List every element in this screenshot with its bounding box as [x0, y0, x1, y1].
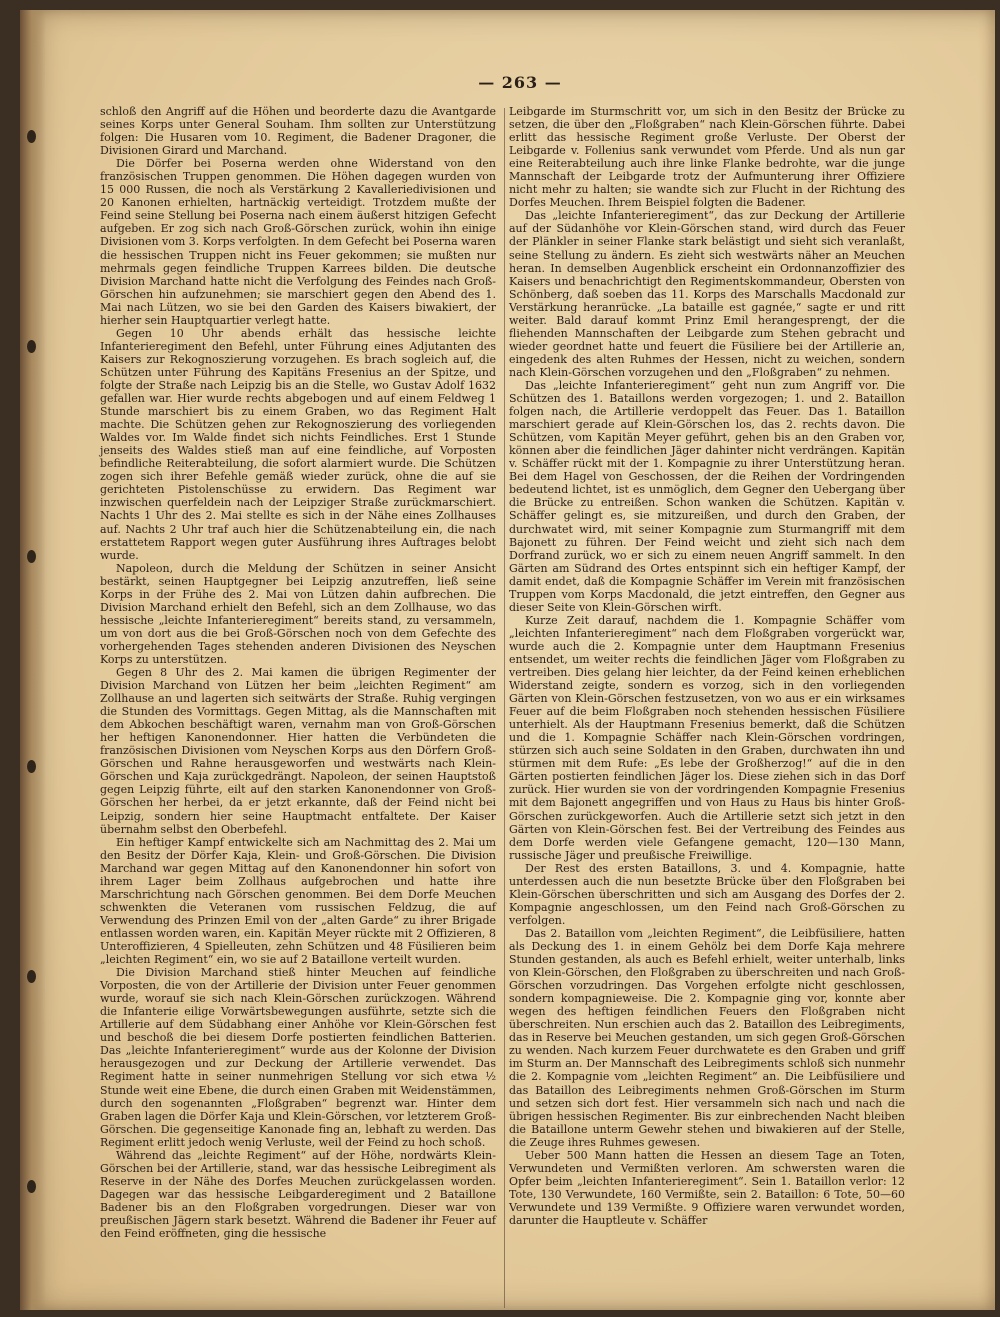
- paragraph: Das 2. Bataillon vom „leichten Regiment“, die Leibfüsiliere, hatten als Deckung des 1. in einem Gehölz bei dem Dorfe Kaja mehrere Stunden gestanden, als auch es Befehl erhielt, weiter unterhalb, links von Klein-Görschen, den Floßgraben zu überschreiten und nach Groß-Görschen vorzudringen. Das Vorgehen erfolgte nicht geschlossen, sondern kompagnieweise. Die 2. Kompagnie ging vor, konnte aber wegen des heftigen feindlichen Feuers den Floßgraben nicht überschreiten. Nun erschien auch das 2. Bataillon des Leibregiments, das in Reserve bei Meuchen gestanden, um sich gegen Groß-Görschen zu wenden. Nach kurzem Feuer durchwatete es den Graben und griff im Sturm an. Der Mannschaft des Leibregiments schloß sich nunmehr die 2. Kompagnie vom „leichten Regiment“ an. Die Leibfüsiliere und das Bataillon des Leibregiments nehmen Groß-Görschen im Sturm und setzen sich dort fest. Hier versammeln sich nach und nach die übrigen hessischen Regimenter. Bis zur einbrechenden Nacht bleiben die Bataillone unterm Gewehr stehen und biwakieren auf der Stelle, die Zeuge ihres Ruhmes gewesen.: [509, 926, 905, 1149]
- paragraph: Gegen 10 Uhr abends erhält das hessische leichte Infanterieregiment den Befehl, unter Führung eines Adjutanten des Kaisers zur Rekognoszierung vorzugehen. Es brach sogleich auf, die Schützen unter Führung des Kapitäns Fresenius an der Spitze, und folgte der Straße nach Leipzig bis an die Stelle, wo Gustav Adolf 1632 gefallen war. Hier wurde rechts abgebogen und auf einem Feldweg 1 Stunde marschiert bis zu einem Graben, wo das Regiment Halt machte. Die Schützen gehen zur Rekognoszierung des vorliegenden Waldes vor. Im Walde findet sich nichts Feindliches. Erst 1 Stunde jenseits des Waldes stieß man auf eine feindliche, auf Vorposten befindliche Reiterabteilung, die sofort alarmiert wurde. Die Schützen zogen sich ihrer Befehle gemäß wieder zurück, ohne die auf sie gerichteten Pistolenschüsse zu erwidern. Das Regiment war inzwischen querfeldein nach der Leipziger Straße zurückmarschiert. Nachts 1 Uhr des 2. Mai stellte es sich in der Nähe eines Zollhauses auf. Nachts 2 Uhr traf auch hier die Schützenabteilung ein, die nach erstattetem Rapport wegen guter Ausführung ihres Auftrages belobt wurde.: [100, 326, 496, 562]
- paragraph: Der Rest des ersten Bataillons, 3. und 4. Kompagnie, hatte unterdessen auch die nun besetzte Brücke über den Floßgraben bei Klein-Görschen überschritten und sich am Ausgang des Dorfes der 2. Kompagnie angeschlossen, um den Feind nach Groß-Görschen zu verfolgen.: [509, 861, 905, 927]
- paragraph: Das „leichte Infanterieregiment“ geht nun zum Angriff vor. Die Schützen des 1. Bataillons werden vorgezogen; 1. und 2. Bataillon folgen nach, die Artillerie verdoppelt das Feuer. Das 1. Bataillon marschiert gerade auf Klein-Görschen los, das 2. rechts davon. Die Schützen, vom Kapitän Meyer geführt, gehen bis an den Graben vor, können aber die feindlichen Jäger dahinter nicht verdrängen. Kapitän v. Schäffer rückt mit der 1. Kompagnie zu ihrer Unterstützung heran. Bei dem Hagel von Geschossen, der die Reihen der Vordringenden bedeutend lichtet, ist es unmöglich, dem Gegner den Uebergang über die Brücke zu entreißen. Schon wanken die Schützen. Kapitän v. Schäffer gelingt es, sie mitzureißen, und durch den Graben, der durchwatet wird, mit seiner Kompagnie zum Sturmangriff mit dem Bajonett zu führen. Der Feind weicht und zieht sich nach dem Dorfrand zurück, wo er sich zu einem neuen Angriff sammelt. In den Gärten am Südrand des Ortes entspinnt sich ein heftiger Kampf, der damit endet, daß die Kompagnie Schäffer im Verein mit französischen Truppen vom Korps Macdonald, die jetzt eintreffen, den Gegner aus dieser Seite von Klein-Görschen wirft.: [509, 378, 905, 614]
- left-column: [100, 105, 496, 1240]
- binding-holes: [25, 10, 39, 1310]
- binding-hole: [27, 130, 36, 143]
- binding-hole: [27, 760, 36, 773]
- book-page: [20, 10, 995, 1310]
- page-number: — 263 —: [478, 73, 562, 92]
- right-column: [509, 105, 905, 1227]
- paragraph: Während das „leichte Regiment“ auf der Höhe, nordwärts Klein-Görschen bei der Artillerie, stand, war das hessische Leibregiment als Reserve in der Nähe des Dorfes Meuchen zurückgelassen worden. Dagegen war das hessische Leibgarderegiment und 2 Bataillone Badener bis an den Floßgraben vorgedrungen. Dieser war von preußischen Jägern stark besetzt. Während die Badener ihr Feuer auf den Feind eröffneten, ging die hessische: [100, 1148, 496, 1241]
- binding-hole: [27, 340, 36, 353]
- paragraph: Die Dörfer bei Poserna werden ohne Widerstand von den französischen Truppen genommen. Die Höhen dagegen wurden von 15 000 Russen, die noch als Verstärkung 2 Kavalleriedivisionen und 20 Kanonen erhielten, hartnäckig verteidigt. Trotzdem mußte der Feind seine Stellung bei Poserna nach einem äußerst hitzigen Gefecht aufgeben. Er zog sich nach Groß-Görschen zurück, wohin ihn einige Divisionen vom 3. Korps verfolgten. In dem Gefecht bei Poserna waren die hessischen Truppen nicht ins Feuer gekommen; sie mußten nur mehrmals gegen feindliche Truppen Karrees bilden. Die deutsche Division Marchand hatte nicht die Verfolgung des Feindes nach Groß-Görschen hin aufzunehmen; sie marschiert gegen den Abend des 1. Mai nach Lützen, wo sie bei den Garden des Kaisers biwakiert, der hierher sein Hauptquartier verlegt hatte.: [100, 157, 496, 327]
- paragraph: Napoleon, durch die Meldung der Schützen in seiner Ansicht bestärkt, seinen Hauptgegner bei Leipzig anzutreffen, ließ seine Korps in der Frühe des 2. Mai von Lützen dahin aufbrechen. Die Division Marchand erhielt den Befehl, sich an dem Zollhause, wo das hessische „leichte Infanterieregiment“ bereits stand, zu versammeln, um von dort aus die bei Groß-Görschen noch von dem Gefechte des vorhergehenden Tages stehenden anderen Divisionen des Neyschen Korps zu unterstützen.: [100, 561, 496, 666]
- page-binding: [20, 10, 46, 1310]
- paragraph: Die Division Marchand stieß hinter Meuchen auf feindliche Vorposten, die von der Artillerie der Division unter Feuer genommen wurde, worauf sie sich nach Klein-Görschen zurückzogen. Während die Infanterie eilige Vorwärtsbewegungen ausführte, setzte sich die Artillerie auf dem Südabhang einer Anhöhe vor Klein-Görschen fest und beschoß die bei diesem Dorfe postierten feindlichen Batterien. Das „leichte Infanterieregiment“ wurde aus der Kolonne der Division herausgezogen und zur Deckung der Artillerie verwendet. Das Regiment hatte in seiner nunmehrigen Stellung vor sich etwa ½ Stunde weit eine Ebene, die durch einen Graben mit Weidenstämmen, durch den sogenannten „Floßgraben“ begrenzt war. Hinter dem Graben lagen die Dörfer Kaja und Klein-Görschen, vor letzterem Groß-Görschen. Die gegenseitige Kanonade fing an, lebhaft zu werden. Das Regiment erlitt jedoch wenig Verluste, weil der Feind zu hoch schoß.: [100, 966, 496, 1149]
- paragraph: Kurze Zeit darauf, nachdem die 1. Kompagnie Schäffer vom „leichten Infanterieregiment“ nach dem Floßgraben vorgerückt war, wurde auch die 2. Kompagnie unter dem Hauptmann Fresenius entsendet, um weiter rechts die feindlichen Jäger vom Floßgraben zu vertreiben. Dies gelang hier leichter, da der Feind keinen erheblichen Widerstand zeigte, sondern es vorzog, sich in den vorliegenden Gärten von Klein-Görschen festzusetzen, von wo aus er ein wirksames Feuer auf die beim Floßgraben noch stehenden hessischen Füsiliere unterhielt. Als der Hauptmann Fresenius bemerkt, daß die Schützen und die 1. Kompagnie Schäffer nach Klein-Görschen vordringen, stürzen sich auch seine Soldaten in den Graben, durchwaten ihn und stürmen mit dem Rufe: „Es lebe der Großherzog!“ auf die in den Gärten postierten feindlichen Jäger los. Diese ziehen sich in das Dorf zurück. Hier wurden sie von der vordringenden Kompagnie Fresenius mit dem Bajonett angegriffen und von Haus zu Haus bis hinter Groß-Görschen zurückgeworfen. Auch die Artillerie setzt sich jetzt in den Gärten von Klein-Görschen fest. Bei der Vertreibung des Feindes aus dem Dorfe werden viele Gefangene gemacht, 120—130 Mann, russische Jäger und preußische Freiwillige.: [509, 613, 905, 862]
- column-divider: [504, 108, 505, 1308]
- binding-hole: [27, 550, 36, 563]
- paragraph: Das „leichte Infanterieregiment“, das zur Deckung der Artillerie auf der Südanhöhe vor Klein-Görschen stand, wird durch das Feuer der Plänkler in seiner Flanke stark belästigt und sieht sich veranlaßt, seine Stellung zu ändern. Es zieht sich westwärts näher an Meuchen heran. In demselben Augenblick erscheint ein Ordonnanzoffizier des Kaisers und benachrichtigt den Regimentskommandeur, Obersten von Schönberg, daß soeben das 11. Korps des Marschalls Macdonald zur Verstärkung heranrücke. „La bataille est gagnée,“ sagte er und ritt weiter. Bald darauf kommt Prinz Emil herangesprengt, der die fliehenden Mannschaften der Leibgarde zum Stehen gebracht und wieder geordnet hatte und feuert die Füsiliere bei der Artillerie an, eingedenk des alten Ruhmes der Hessen, nicht zu weichen, sondern nach Klein-Görschen vorzugehen und den „Floßgraben“ zu nehmen.: [509, 209, 905, 379]
- binding-hole: [27, 1180, 36, 1193]
- paragraph: schloß den Angriff auf die Höhen und beorderte dazu die Avantgarde seines Korps unter General Souham. Ihm sollten zur Unterstützung folgen: Die Husaren vom 10. Regiment, die Badener Dragoner, die Divisionen Girard und Marchand.: [100, 105, 496, 158]
- paragraph: Ueber 500 Mann hatten die Hessen an diesem Tage an Toten, Verwundeten und Vermißten verloren. Am schwersten waren die Opfer beim „leichten Infanterieregiment“. Sein 1. Bataillon verlor: 12 Tote, 130 Verwundete, 160 Vermißte, sein 2. Bataillon: 6 Tote, 50—60 Verwundete und 139 Vermißte. 9 Offiziere waren verwundet worden, darunter die Hauptleute v. Schäffer: [509, 1148, 905, 1227]
- paragraph: Ein heftiger Kampf entwickelte sich am Nachmittag des 2. Mai um den Besitz der Dörfer Kaja, Klein- und Groß-Görschen. Die Division Marchand war gegen Mittag auf den Kanonendonner hin sofort von ihrem Lager beim Zollhaus aufgebrochen und hatte ihre Marschrichtung nach Görschen genommen. Bei dem Dorfe Meuchen schwenkten die Veteranen vom russischen Feldzug, die auf Verwendung des Prinzen Emil von der „alten Garde“ zu ihrer Brigade entlassen worden waren, ein. Kapitän Meyer rückte mit 2 Offizieren, 8 Unteroffizieren, 4 Spielleuten, zehn Schützen und 48 Füsilieren beim „leichten Regiment“ ein, wo sie auf 2 Bataillone verteilt wurden.: [100, 835, 496, 967]
- binding-hole: [27, 970, 36, 983]
- paragraph: Leibgarde im Sturmschritt vor, um sich in den Besitz der Brücke zu setzen, die über den „Floßgraben“ nach Klein-Görschen führte. Dabei erlitt das hessische Regiment große Verluste. Der Oberst der Leibgarde v. Follenius sank verwundet vom Pferde. Und als nun gar eine Reiterabteilung auch ihre linke Flanke bedrohte, war die junge Mannschaft der Leibgarde trotz der Aufmunterung ihrer Offiziere nicht mehr zu halten; sie wandte sich zur Flucht in der Richtung des Dorfes Meuchen. Ihrem Beispiel folgten die Badener.: [509, 105, 905, 210]
- paragraph: Gegen 8 Uhr des 2. Mai kamen die übrigen Regimenter der Division Marchand von Lützen her beim „leichten Regiment“ am Zollhause an und lagerten sich seitwärts der Straße. Ruhig vergingen die Stunden des Vormittags. Gegen Mittag, als die Mannschaften mit dem Abkochen beschäftigt waren, vernahm man von Groß-Görschen her heftigen Kanonendonner. Hier hatten die Verbündeten die französischen Divisionen vom Neyschen Korps aus den Dörfern Groß-Görschen und Rahne herausgeworfen und westwärts nach Klein-Görschen und Kaja zurückgedrängt. Napoleon, der seinen Hauptstoß gegen Leipzig führte, eilt auf den starken Kanonendonner von Groß-Görschen her herbei, da er jetzt erkannte, daß der Feind nicht bei Leipzig, sondern hier seine Hauptmacht entfaltete. Der Kaiser übernahm selbst den Oberbefehl.: [100, 666, 496, 836]
